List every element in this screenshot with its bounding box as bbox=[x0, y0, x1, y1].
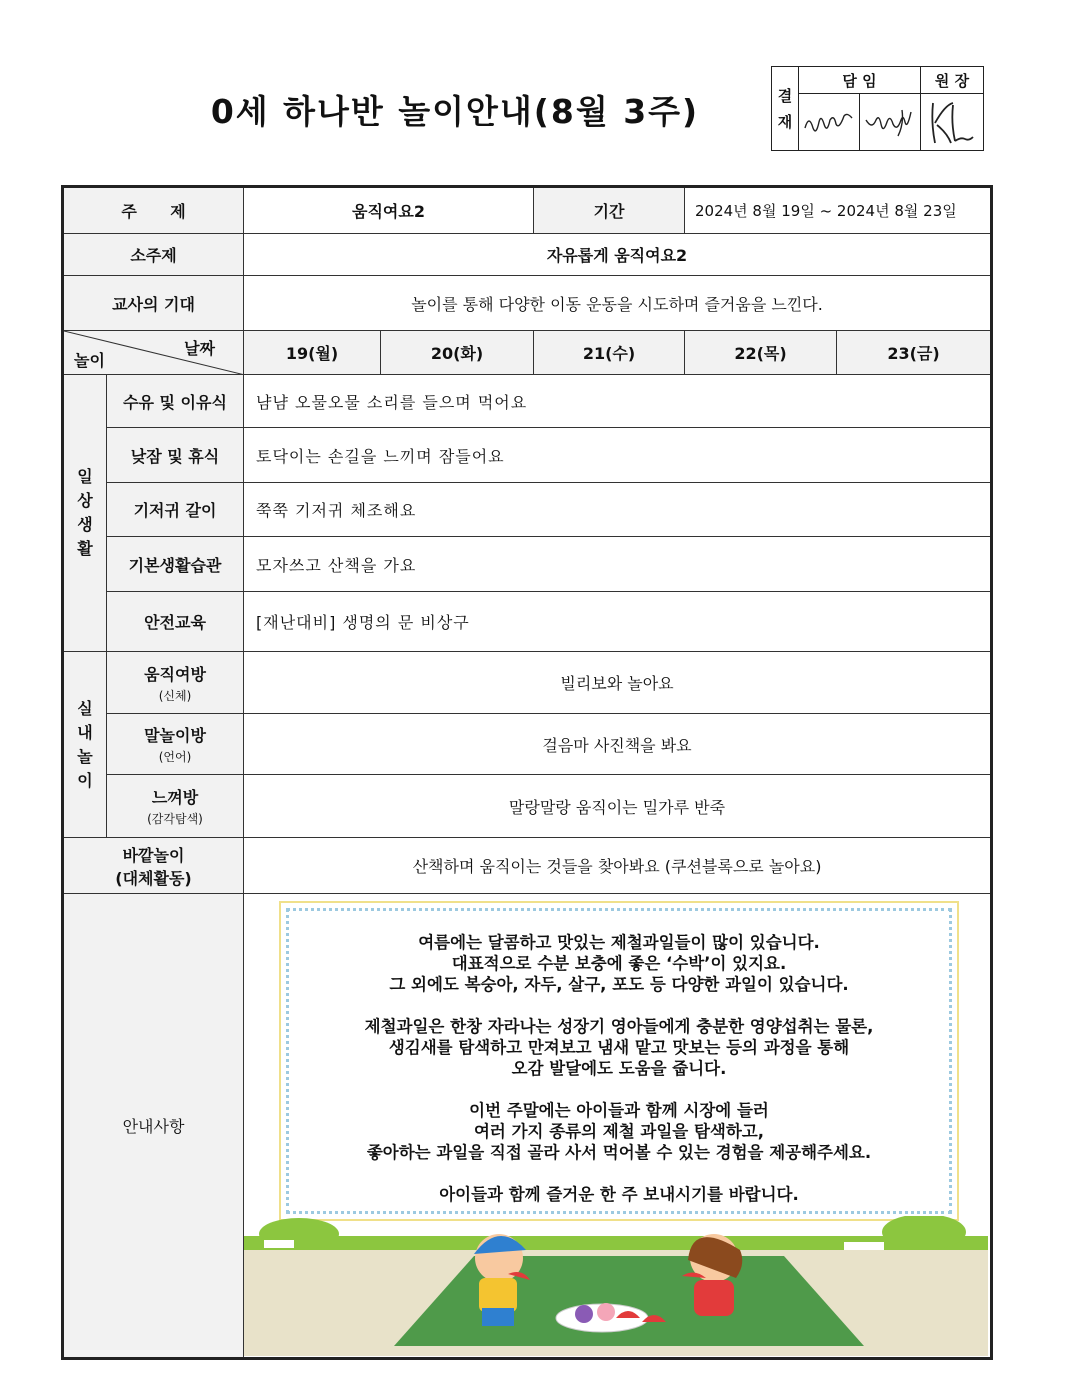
subtopic-label: 소주제 bbox=[63, 234, 244, 276]
habits-label: 기본생활습관 bbox=[107, 537, 244, 592]
safety-label: 안전교육 bbox=[107, 592, 244, 652]
notice-label: 안내사항 bbox=[63, 894, 244, 1359]
safety-value: [재난대비] 생명의 문 비상구 bbox=[244, 592, 992, 652]
period-value: 2024년 8월 19일 ~ 2024년 8월 23일 bbox=[685, 187, 992, 234]
outdoor-value: 산책하며 움직이는 것들을 찾아봐요 (쿠션블록으로 놀아요) bbox=[244, 838, 992, 894]
approval-teacher-header: 담 임 bbox=[799, 67, 921, 94]
day-wednesday: 21(수) bbox=[534, 331, 685, 375]
topic-label: 주 제 bbox=[63, 187, 244, 234]
sensory-room-value: 말랑말랑 움직이는 밀가루 반죽 bbox=[244, 775, 992, 838]
language-room-value: 걸음마 사진책을 봐요 bbox=[244, 714, 992, 775]
feeding-value: 냠냠 오물오물 소리를 들으며 먹어요 bbox=[244, 375, 992, 428]
approval-side-label: 결 재 bbox=[772, 67, 799, 151]
indoor-group-label: 실 내 놀 이 bbox=[63, 652, 107, 838]
language-room-label: 말놀이방 (언어) bbox=[107, 714, 244, 775]
topic-value: 움직여요2 bbox=[244, 187, 534, 234]
movement-room-value: 빌리보와 놀아요 bbox=[244, 652, 992, 714]
teacher-expectation-value: 놀이를 통해 다양한 이동 운동을 시도하며 즐거움을 느낀다. bbox=[244, 276, 992, 331]
sensory-room-label: 느껴방 (감각탐색) bbox=[107, 775, 244, 838]
date-header-label: 날짜 bbox=[184, 339, 215, 358]
nap-value: 토닥이는 손길을 느끼며 잠들어요 bbox=[244, 428, 992, 483]
date-play-header bbox=[63, 331, 244, 375]
day-friday: 23(금) bbox=[837, 331, 992, 375]
movement-room-label: 움직여방 (신체) bbox=[107, 652, 244, 714]
notice-text: 여름에는 달콤하고 맛있는 제철과일들이 많이 있습니다. 대표적으로 수분 보충에 좋은 ‘수박’이 있지요. 그 외에도 복숭아, 자두, 살구, 포도 등 다양한 과일이 있습니다. 제철과일은 한창 자라나는 성장기 영아들에게 충분한 영양섭취는 물론, 생김새를 탐색하고 만져보고 냄새 맡고 맛보는 등의 과정을 통해 오감 발달에도 도움을 줍니다. 이번 주말에는 아이들과 함께 시장에 들러 여러 가지 종류의 제철 과일을 탐색하고, 좋아하는 과일을 직접 골라 사서 먹어볼 수 있는 경험을 제공해주세요. 아이들과 함께 즐거운 한 주 보내시기를 바랍니다. bbox=[364, 933, 874, 1204]
play-plan-table bbox=[61, 185, 993, 1360]
diaper-value: 쭉쭉 기저귀 체조해요 bbox=[244, 483, 992, 537]
approval-box bbox=[771, 66, 984, 151]
period-label: 기간 bbox=[534, 187, 685, 234]
feeding-label: 수유 및 이유식 bbox=[107, 375, 244, 428]
daily-life-group-label: 일 상 생 활 bbox=[63, 375, 107, 652]
outdoor-label: 바깥놀이 (대체활동) bbox=[63, 838, 244, 894]
play-header-label: 놀이 bbox=[74, 351, 105, 370]
director-signature bbox=[921, 94, 984, 151]
nap-label: 낮잠 및 휴식 bbox=[107, 428, 244, 483]
approval-director-header: 원 장 bbox=[921, 67, 984, 94]
day-tuesday: 20(화) bbox=[381, 331, 534, 375]
subtopic-value: 자유롭게 움직여요2 bbox=[244, 234, 992, 276]
habits-value: 모자쓰고 산책을 가요 bbox=[244, 537, 992, 592]
picnic-illustration bbox=[244, 1216, 988, 1356]
page-title: 0세 하나반 놀이안내(8월 3주) bbox=[210, 92, 700, 131]
day-monday: 19(월) bbox=[244, 331, 381, 375]
teacher-expectation-label: 교사의 기대 bbox=[63, 276, 244, 331]
diaper-label: 기저귀 갈이 bbox=[107, 483, 244, 537]
teacher-signature-1 bbox=[799, 94, 860, 151]
notice-cell bbox=[244, 894, 992, 1359]
day-thursday: 22(목) bbox=[685, 331, 837, 375]
teacher-signature-2 bbox=[860, 94, 921, 151]
